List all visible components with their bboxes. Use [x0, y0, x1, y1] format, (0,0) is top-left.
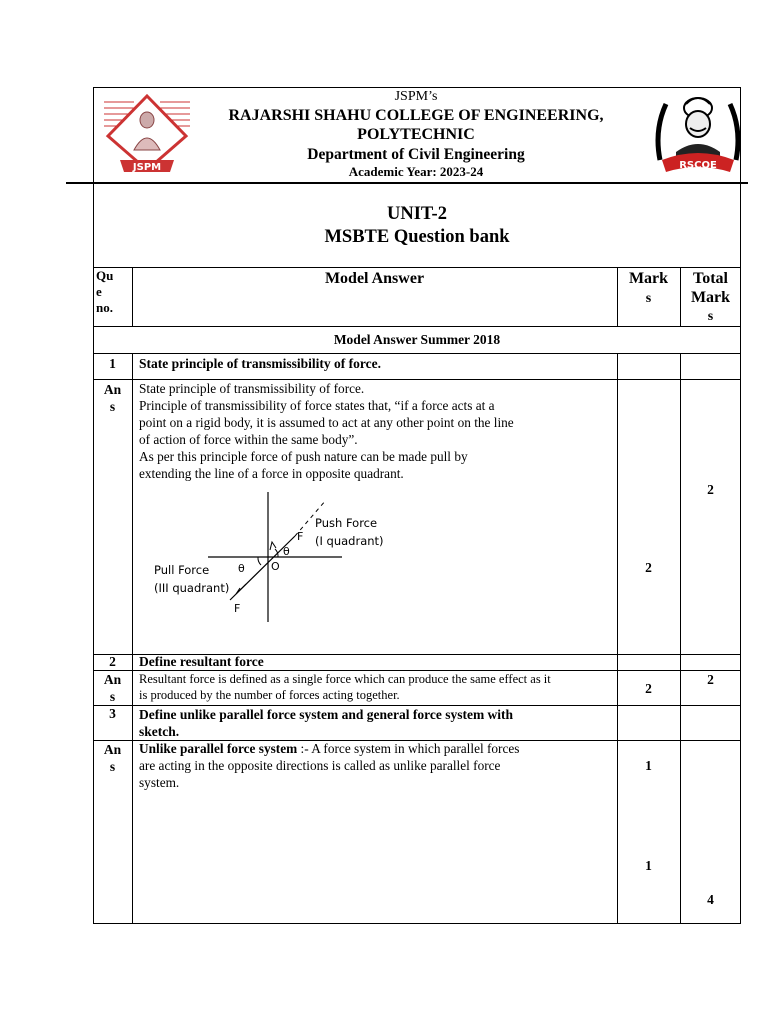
total-header-line2: Mark	[690, 289, 731, 306]
qno-header-line3: no.	[96, 300, 113, 315]
q3-question-line1: Define unlike parallel force system and general force system with	[139, 707, 514, 722]
q1-answer-line: State principle of transmissibility of force.	[139, 381, 365, 396]
college-name-line1: RAJARSHI SHAHU COLLEGE OF ENGINEERING,	[228, 107, 604, 124]
q3-total: 4	[707, 892, 714, 907]
q2-answer-line1: Resultant force is defined as a single force which can produce the same effect as it	[139, 672, 551, 686]
header-rule	[66, 182, 748, 184]
total-marks-header	[680, 269, 741, 326]
qno-header-line2: e	[96, 284, 102, 299]
q2-ans-label-line1: An	[103, 672, 122, 687]
q3-ans-label-line1: An	[103, 742, 122, 757]
qno-header-line1: Qu	[96, 268, 114, 283]
question-bank-title: MSBTE Question bank	[324, 227, 510, 247]
academic-year: Academic Year: 2023-24	[348, 164, 484, 179]
pull-f-label: F	[234, 602, 241, 615]
rscoe-logo	[650, 90, 746, 176]
q3-marks-a: 1	[645, 758, 652, 773]
q1-answer-line: As per this principle force of push nature can be made pull by	[139, 449, 468, 464]
jspm-logo	[98, 90, 196, 178]
q1-answer-line: Principle of transmissibility of force states that, “if a force acts at a	[139, 398, 495, 413]
q3-question	[139, 706, 611, 740]
q2-answer-line2: is produced by the number of forces acting together.	[139, 688, 400, 702]
origin-label: O	[271, 560, 280, 573]
col-line-2-b	[617, 353, 618, 924]
push-force-label: Push Force	[315, 516, 378, 530]
q2-question: Define resultant force	[139, 654, 264, 669]
push-arrowhead	[270, 542, 276, 550]
q3-answer-definition: :- A force system in which parallel forces	[297, 741, 520, 756]
marks-header-line1: Mark	[628, 270, 669, 287]
q3-ans-label	[93, 741, 132, 775]
theta-label-pull: θ	[238, 562, 245, 575]
theta-label-push: θ	[283, 545, 290, 558]
marks-header	[617, 269, 680, 309]
q3-answer-line3: system.	[139, 775, 180, 790]
pull-force-label: Pull Force	[154, 563, 210, 577]
q1-question: State principle of transmissibility of force.	[139, 356, 381, 371]
q1-ans-label	[93, 381, 132, 415]
q1-answer-line: point on a rigid body, it is assumed to act at any other point on the line	[139, 415, 514, 430]
jspm-logo-text: JSPM	[132, 162, 162, 173]
q1-answer-line: of action of force within the same body”.	[139, 432, 358, 447]
q1-answer-line: extending the line of a force in opposite quadrant.	[139, 466, 404, 481]
q3-question-line2: sketch.	[139, 724, 180, 739]
q3-answer-term: Unlike parallel force system	[139, 741, 298, 756]
col-line-1-b	[132, 353, 133, 924]
college-name-line2: POLYTECHNIC	[357, 126, 475, 143]
q1-total: 2	[707, 482, 714, 497]
q1-ans-label-line2: s	[109, 399, 116, 414]
q1-number: 1	[109, 356, 116, 371]
push-f-label: F	[297, 530, 304, 543]
model-answer-header: Model Answer	[324, 270, 425, 287]
q3-answer	[139, 740, 615, 791]
q3-number: 3	[109, 706, 116, 721]
section-heading: Model Answer Summer 2018	[333, 332, 501, 347]
push-quadrant-label: (I quadrant)	[315, 534, 384, 548]
q1-answer	[139, 380, 615, 482]
transmissibility-diagram	[150, 488, 400, 628]
total-header-line3: s	[707, 309, 714, 324]
q2-marks: 2	[645, 681, 652, 696]
total-header-line1: Total	[693, 270, 728, 287]
q2-ans-label	[93, 671, 132, 705]
q3-answer-line2: are acting in the opposite directions is called as unlike parallel force	[139, 758, 501, 773]
unit-title: UNIT-2	[387, 204, 447, 224]
table-header-bottom	[93, 326, 741, 327]
q3-ans-label-line2: s	[109, 759, 116, 774]
jspm-label: JSPM’s	[394, 89, 438, 104]
q2-number: 2	[109, 654, 116, 669]
q2-ans-label-line2: s	[109, 689, 116, 704]
department-name: Department of Civil Engineering	[307, 146, 525, 163]
q3-answer-line1	[139, 740, 615, 757]
q3-marks-b: 1	[645, 858, 652, 873]
q1-marks: 2	[645, 560, 652, 575]
col-line-3-b	[680, 353, 681, 924]
marks-header-line2: s	[645, 291, 652, 306]
section-row-bottom	[93, 353, 741, 354]
pull-quadrant-label: (III quadrant)	[154, 581, 230, 595]
qno-header	[96, 268, 130, 316]
q1-ans-label-line1: An	[103, 382, 122, 397]
rscoe-logo-text: RSCOE	[679, 160, 717, 171]
q2-total: 2	[707, 672, 714, 687]
table-top-line	[93, 267, 741, 268]
q2-answer	[139, 671, 615, 703]
pull-arrowhead	[236, 584, 246, 594]
